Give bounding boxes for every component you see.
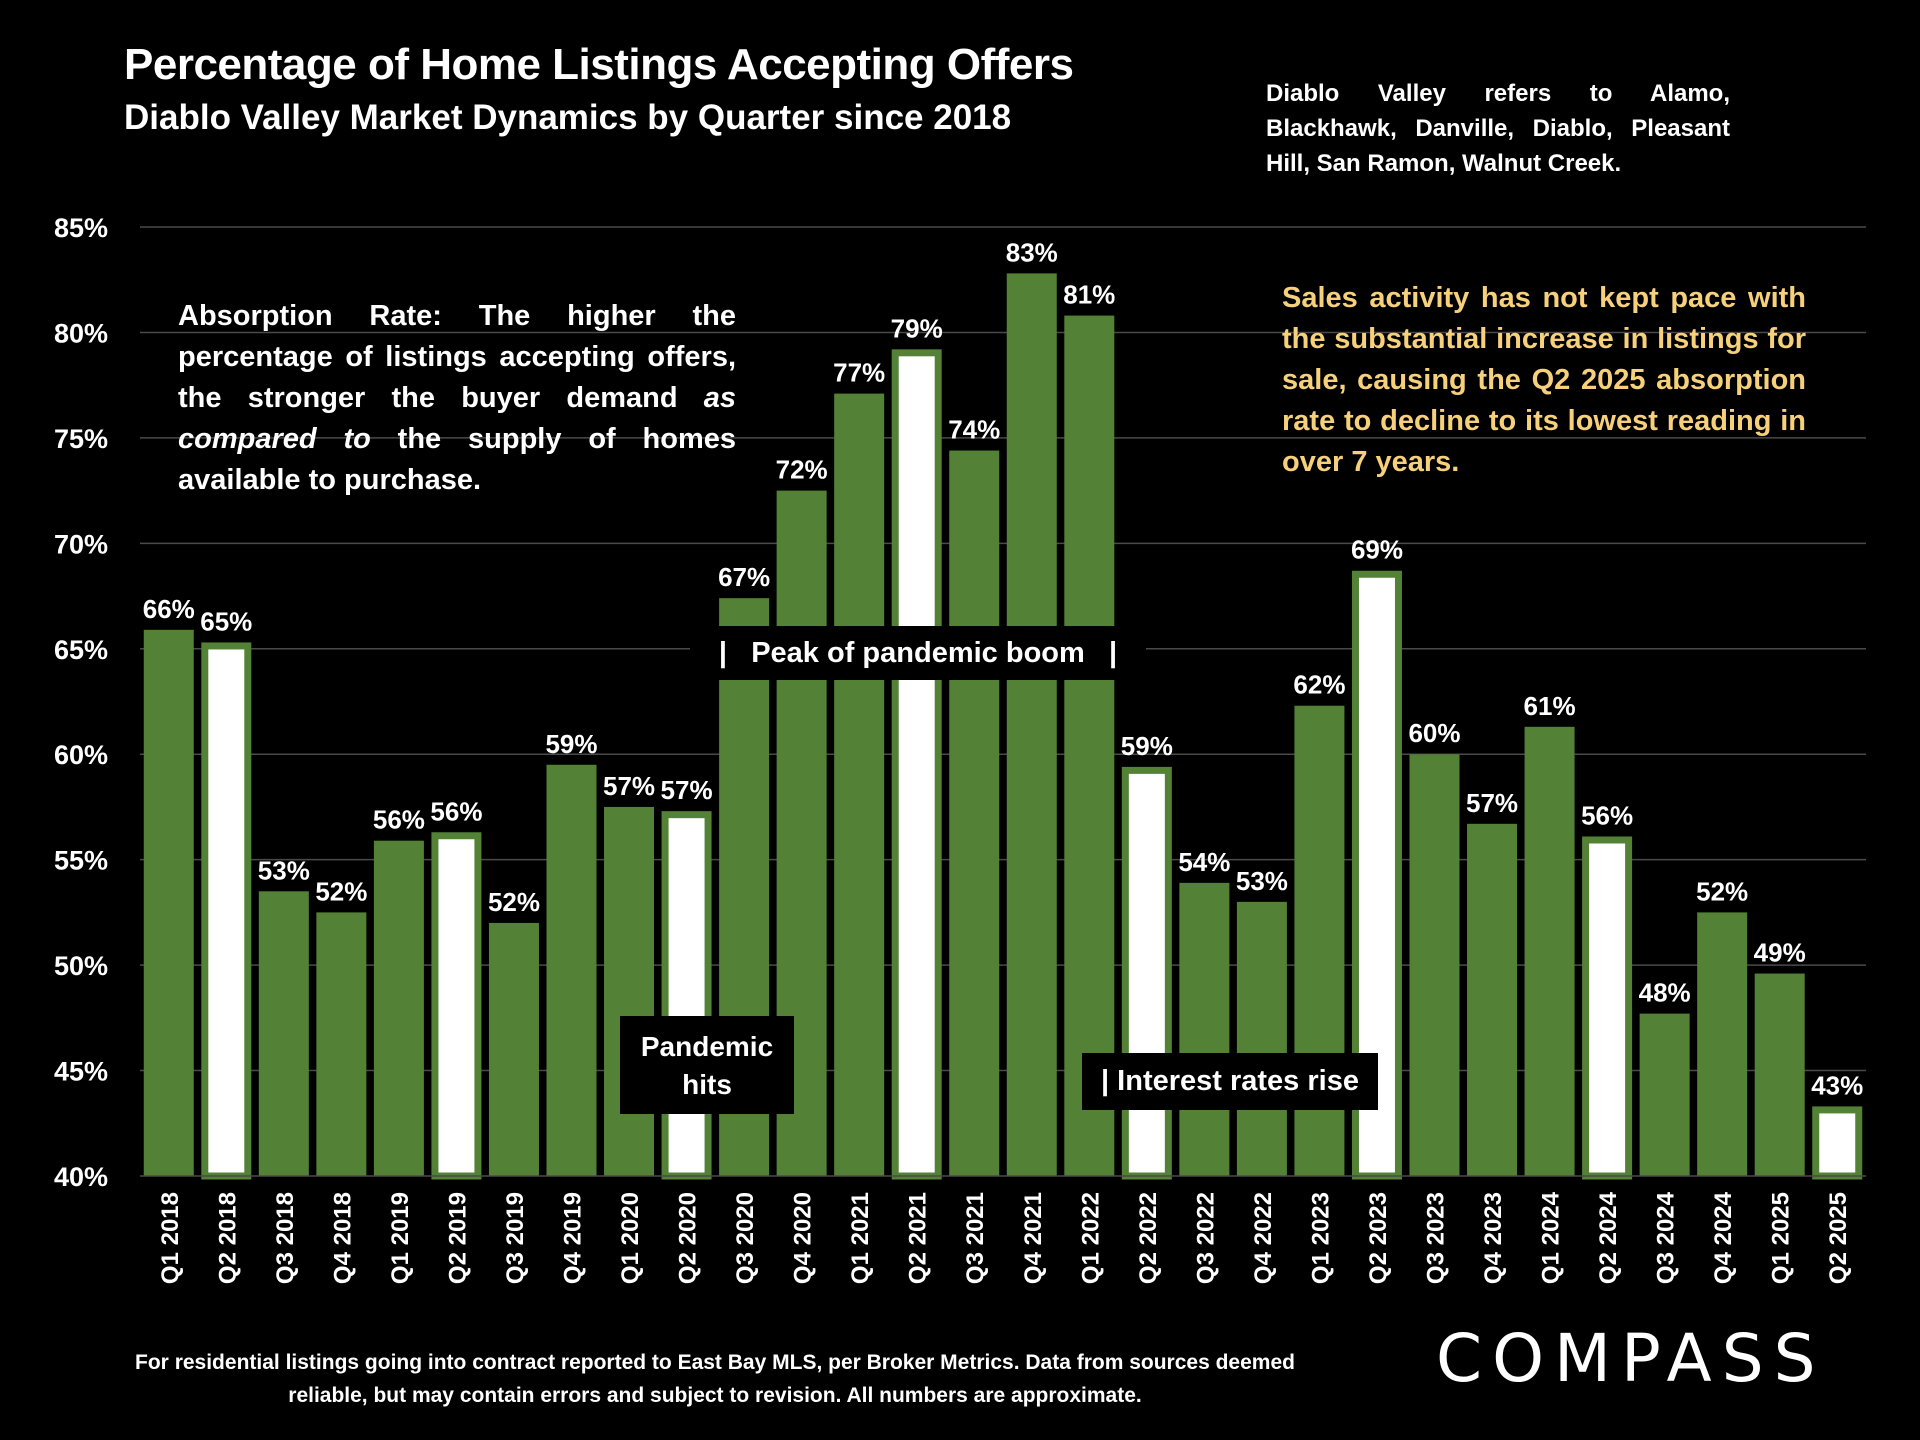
y-tick-label: 40% [53,1162,108,1192]
bar-q2-2019 [435,836,478,1176]
x-tick-label: Q2 2020 [674,1192,702,1285]
bar-q1-2025 [1755,974,1805,1176]
data-label: 53% [257,855,310,886]
x-tick-label: Q1 2018 [156,1192,184,1285]
data-label: 56% [430,796,483,827]
bar-q3-2022 [1179,883,1229,1176]
data-label: 67% [718,562,771,593]
y-tick-label: 55% [53,845,108,876]
x-tick-label: Q1 2019 [386,1192,414,1285]
data-label: 53% [1235,865,1288,896]
data-label: 57% [660,775,713,806]
x-tick-label: Q4 2024 [1710,1192,1738,1285]
chart-subtitle: Diablo Valley Market Dynamics by Quarter since 2018 [124,98,1012,137]
bar-q4-2023 [1467,824,1517,1176]
peak-pandemic-boom-label: | Peak of pandemic boom | [690,626,1146,680]
bar-q2-2025 [1816,1110,1859,1176]
bar-q4-2024 [1697,912,1747,1176]
bar-q4-2021 [1007,273,1057,1176]
data-label: 77% [833,357,886,388]
x-tick-label: Q1 2023 [1307,1192,1335,1285]
x-tick-label: Q1 2020 [617,1192,645,1285]
data-label: 48% [1638,977,1691,1008]
absorption-note-part1: Absorption Rate: The higher the percentage of listings accepting offers, the stronger the buyer demand [178,300,736,414]
data-label: 65% [200,606,253,637]
data-label: 57% [1466,787,1519,818]
bar-q2-2022 [1125,770,1168,1176]
bar-q2-2018 [205,646,248,1176]
x-tick-label: Q2 2022 [1134,1192,1162,1285]
bar-q4-2022 [1237,902,1287,1176]
y-tick-label: 75% [53,423,108,454]
x-tick-label: Q3 2022 [1192,1192,1220,1285]
interest-rates-rise-label: | Interest rates rise [1082,1053,1378,1110]
bar-q2-2024 [1586,840,1629,1176]
bar-q3-2018 [259,891,309,1176]
y-tick-label: 85% [53,213,108,243]
x-tick-label: Q2 2025 [1825,1192,1853,1285]
data-label: 72% [775,454,828,485]
bar-q4-2018 [316,912,366,1176]
x-tick-label: Q4 2023 [1480,1192,1508,1285]
bar-q1-2019 [374,841,424,1176]
sales-activity-note: Sales activity has not kept pace with the substantial increase in listings for sale, causing the Q2 2025 absorption rate to decline to its lowest reading in over 7 years. [1282,282,1806,478]
bar-q3-2021 [949,451,999,1176]
x-tick-label: Q3 2019 [501,1192,529,1285]
x-tick-label: Q2 2024 [1595,1192,1623,1285]
data-label: 62% [1293,669,1346,700]
x-tick-label: Q2 2023 [1364,1192,1392,1285]
data-label: 59% [545,728,598,759]
x-tick-label: Q2 2018 [214,1192,242,1285]
data-label: 59% [1120,730,1173,761]
bar-q2-2020 [665,815,708,1176]
data-label: 56% [1581,800,1634,831]
bar-q2-2021 [895,353,938,1176]
data-label: 57% [603,770,656,801]
bar-q1-2024 [1525,727,1575,1176]
y-tick-label: 50% [53,951,108,982]
x-tick-label: Q1 2022 [1077,1192,1105,1285]
pandemic-hits-label: Pandemic hits [620,1016,794,1114]
x-tick-label: Q4 2022 [1249,1192,1277,1285]
data-label: 52% [315,876,368,907]
data-label: 54% [1178,846,1231,877]
data-label: 74% [948,414,1001,445]
x-tick-label: Q3 2021 [962,1192,990,1285]
data-label: 66% [142,593,195,624]
data-label: 79% [890,313,943,344]
y-tick-label: 60% [53,740,108,771]
data-label: 52% [487,886,540,917]
x-tick-label: Q3 2024 [1652,1192,1680,1285]
data-label: 69% [1350,534,1403,565]
x-tick-label: Q3 2023 [1422,1192,1450,1285]
x-tick-label: Q1 2025 [1767,1192,1795,1285]
x-tick-label: Q4 2019 [559,1192,587,1285]
y-tick-label: 65% [53,634,108,665]
region-definition-note: Diablo Valley refers to Alamo, Blackhawk, Danville, Diablo, Pleasant Hill, San Ramon, Walnut Creek. [1266,80,1730,177]
bar-q1-2020 [604,807,654,1176]
data-label: 43% [1811,1070,1864,1101]
data-label: 83% [1005,237,1058,268]
x-tick-label: Q1 2024 [1537,1192,1565,1285]
x-tick-label: Q3 2020 [732,1192,760,1285]
absorption-note-emphasis: as compared to [178,382,736,455]
bar-q3-2024 [1640,1014,1690,1176]
data-label: 61% [1523,690,1576,721]
data-label: 49% [1753,937,1806,968]
y-tick-label: 80% [53,318,108,349]
x-tick-label: Q4 2021 [1019,1192,1047,1285]
x-tick-label: Q4 2020 [789,1192,817,1285]
x-tick-label: Q1 2021 [847,1192,875,1285]
absorption-note-part2: the supply of homes available to purchase. [178,423,737,496]
x-tick-label: Q2 2021 [904,1192,932,1285]
x-tick-label: Q2 2019 [444,1192,472,1285]
bar-q1-2022 [1064,316,1114,1176]
data-label: 52% [1696,876,1749,907]
x-tick-label: Q4 2018 [329,1192,357,1285]
x-tick-label: Q3 2018 [271,1192,299,1285]
data-label: 81% [1063,279,1116,310]
chart-title: Percentage of Home Listings Accepting Offers [124,40,1074,89]
bar-q3-2019 [489,923,539,1176]
bar-q1-2018 [144,630,194,1176]
y-tick-label: 70% [53,529,108,560]
compass-logo: COMPASS [1436,1320,1826,1397]
absorption-rate-note [178,296,736,501]
data-label: 56% [372,804,425,835]
bar-q4-2019 [547,765,597,1176]
data-label: 60% [1408,718,1461,749]
source-footnote: For residential listings going into contract reported to East Bay MLS, per Broker Metrics. Data from sources deemed reliable, but may contain errors and subject to revision. All numbers are approximate. [135,1351,1295,1407]
bar-q3-2023 [1410,754,1460,1176]
bar-q1-2021 [834,394,884,1176]
y-tick-label: 45% [53,1056,108,1087]
